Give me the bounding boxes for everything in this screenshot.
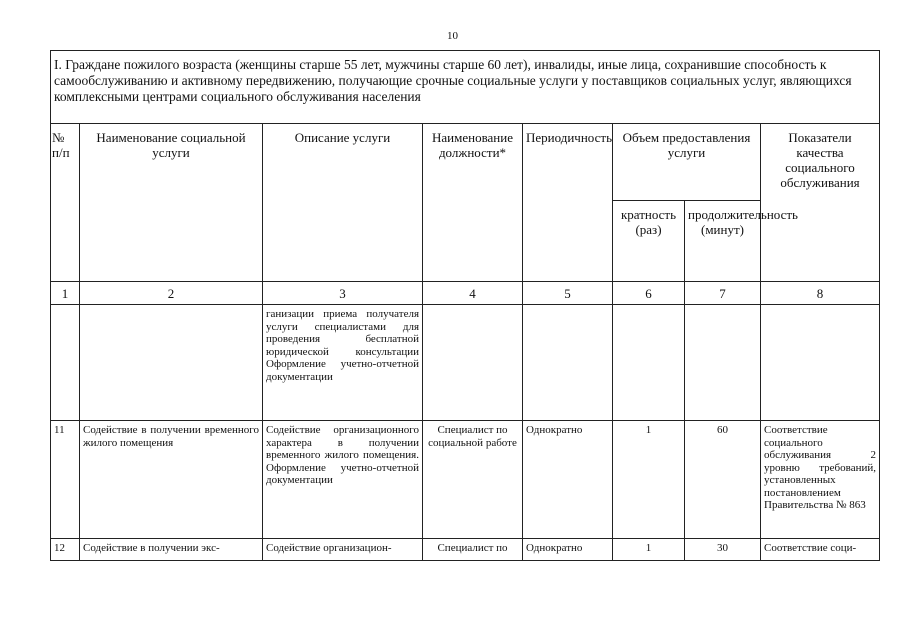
section-heading-row <box>51 51 880 124</box>
row-periodicity: Однократно <box>523 539 613 561</box>
row-duration <box>685 305 761 421</box>
header-description: Описание услуги <box>263 124 423 282</box>
header-row-1 <box>51 124 880 201</box>
column-number: 4 <box>423 282 523 305</box>
row-position: Специалист по социальной работе <box>423 421 523 539</box>
row-quality: Соответствие социального обслуживания 2 уровню требований, установленных постановлением Правительства № 863 <box>761 421 880 539</box>
table-row <box>51 305 880 421</box>
services-table <box>50 50 880 561</box>
header-duration: продолжительность (минут) <box>685 201 761 282</box>
page-number: 10 <box>447 30 458 42</box>
column-number: 6 <box>613 282 685 305</box>
row-multiplicity: 1 <box>613 421 685 539</box>
column-number: 5 <box>523 282 613 305</box>
column-number: 7 <box>685 282 761 305</box>
row-num <box>51 305 80 421</box>
row-multiplicity: 1 <box>613 539 685 561</box>
column-number-row <box>51 282 880 305</box>
column-number: 8 <box>761 282 880 305</box>
row-num: 12 <box>51 539 80 561</box>
header-service-name: Наименование социальной услуги <box>80 124 263 282</box>
column-number: 1 <box>51 282 80 305</box>
row-periodicity <box>523 305 613 421</box>
row-quality: Соответствие соци- <box>761 539 880 561</box>
row-service-name: Содействие в получении экс- <box>80 539 263 561</box>
row-description: ганизации приема получателя услуги специалистами для проведения бесплатной юридической консультации Оформление учетно-отчетной документации <box>263 305 423 421</box>
row-service-name <box>80 305 263 421</box>
header-periodicity: Периодичность <box>523 124 613 282</box>
table-row <box>51 539 880 561</box>
header-position: Наименование должности* <box>423 124 523 282</box>
header-volume: Объем предоставления услуги <box>613 124 761 201</box>
row-description: Содействие организационного характера в получении временного жилого помещения. Оформление учетно-отчетной документации <box>263 421 423 539</box>
column-number: 2 <box>80 282 263 305</box>
header-num: № п/п <box>51 124 80 282</box>
row-position <box>423 305 523 421</box>
row-periodicity: Однократно <box>523 421 613 539</box>
row-service-name: Содействие в получении временного жилого помещения <box>80 421 263 539</box>
row-num: 11 <box>51 421 80 539</box>
header-multiplicity: кратность (раз) <box>613 201 685 282</box>
column-number: 3 <box>263 282 423 305</box>
table-row <box>51 421 880 539</box>
section-heading: I. Граждане пожилого возраста (женщины старше 55 лет, мужчины старше 60 лет), инвалиды, иные лица, сохранившие способность к самообслуживанию и активному передвижению, получающие срочные социальные услуги у поставщиков социальных услуг, являющихся комплексными центрами социального обслуживания населения <box>51 51 880 124</box>
row-description: Содействие организацион- <box>263 539 423 561</box>
row-position: Специалист по <box>423 539 523 561</box>
row-duration: 30 <box>685 539 761 561</box>
row-quality <box>761 305 880 421</box>
header-quality: Показатели качества социального обслуживания <box>761 124 880 282</box>
row-multiplicity <box>613 305 685 421</box>
row-duration: 60 <box>685 421 761 539</box>
